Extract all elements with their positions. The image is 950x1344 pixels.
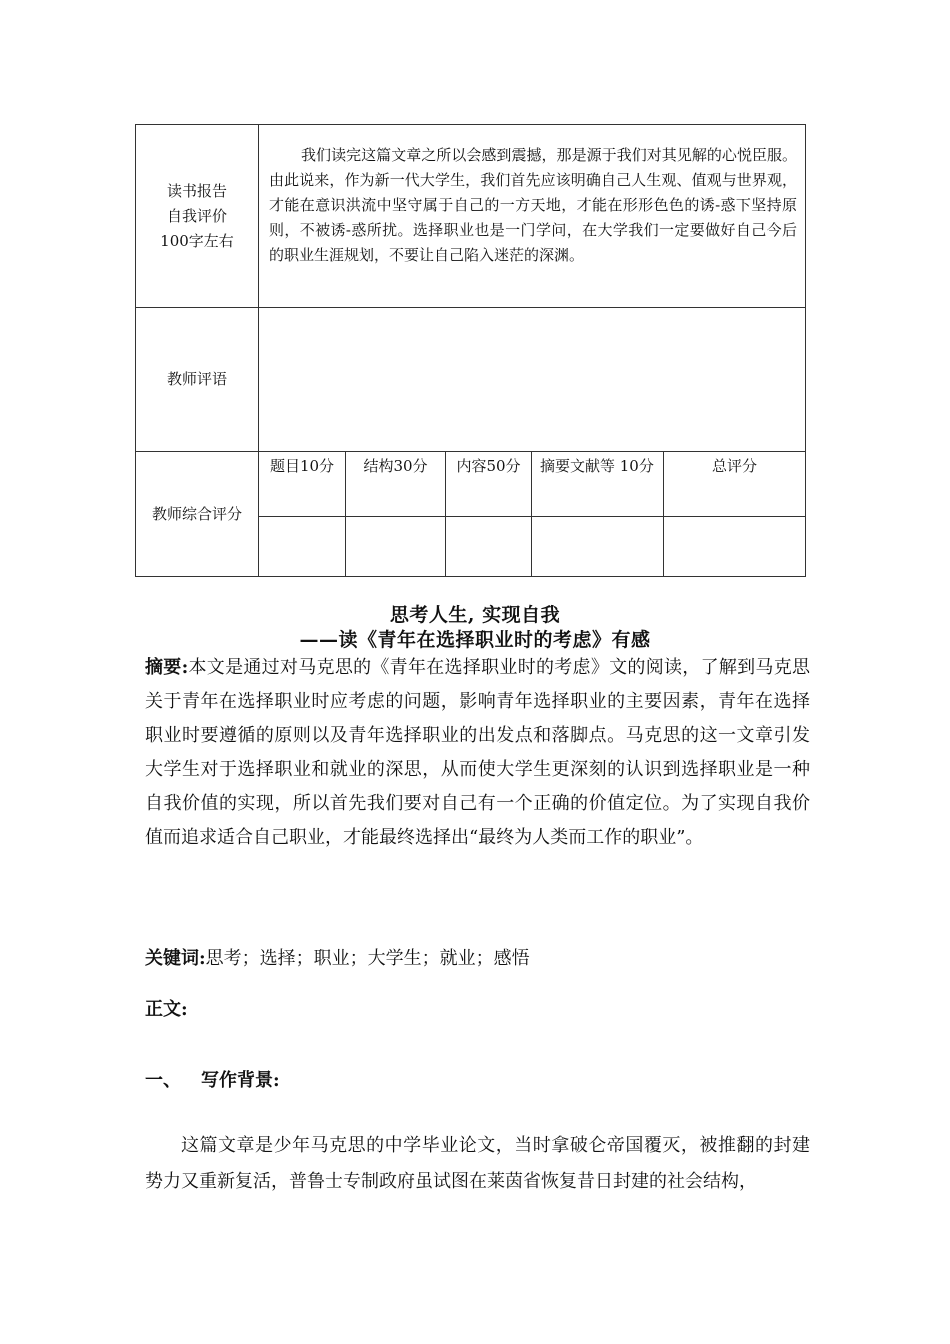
body-paragraph: 这篇文章是少年马克思的中学毕业论文，当时拿破仑帝国覆灭，被推翻的封建势力又重新复活，普鲁士专制政府虽试图在莱茵省恢复昔日封建的社会结构， <box>145 1135 810 1192</box>
article-subtitle: ——读《青年在选择职业时的考虑》有感 <box>299 629 651 651</box>
teacher-comment-row <box>136 308 806 452</box>
teacher-comment-cell <box>259 308 806 452</box>
section-number: 一、 <box>145 1070 181 1091</box>
article-title: 思考人生, 实现自我 <box>389 604 561 626</box>
score-value-abstract <box>532 517 664 577</box>
score-header-total: 总评分 <box>664 452 806 517</box>
abstract-label: 摘要: <box>145 657 189 678</box>
self-eval-text: 我们读完这篇文章之所以会感到震撼，那是源于我们对其见解的心悦臣服。由此说来，作为新一代大学生，我们首先应该明确自己人生观、值观与世界观，才能在意识洪流中坚守属于自己的一方天地，才能在形形色色的诱-惑下坚持原则，不被诱-惑所扰。选择职业也是一门学问，在大学我们一定要做好自己今后的职业生涯规划，不要让自己陷入迷茫的深渊。 <box>259 125 806 308</box>
section-heading <box>145 1064 280 1098</box>
evaluation-table <box>135 124 806 577</box>
score-label: 教师综合评分 <box>136 452 259 577</box>
teacher-comment-label: 教师评语 <box>136 308 259 452</box>
score-header-row <box>136 452 806 517</box>
score-value-title <box>259 517 346 577</box>
score-header-structure: 结构30分 <box>346 452 446 517</box>
keywords-text: 思考；选择；职业；大学生；就业；感悟 <box>205 948 530 969</box>
self-eval-row <box>136 125 806 308</box>
score-header-abstract: 摘要文献等 10分 <box>532 452 664 517</box>
self-eval-label: 读书报告 自我评价 100字左右 <box>136 125 259 308</box>
keywords-line <box>145 942 530 976</box>
abstract-paragraph <box>145 651 810 855</box>
score-header-content: 内容50分 <box>446 452 532 517</box>
score-value-structure <box>346 517 446 577</box>
keywords-label: 关键词: <box>145 948 206 969</box>
score-value-total <box>664 517 806 577</box>
abstract-text: 本文是通过对马克思的《青年在选择职业时的考虑》文的阅读，了解到马克思关于青年在选择职业时应考虑的问题，影响青年选择职业的主要因素，青年在选择职业时要遵循的原则以及青年选择职业的出发点和落脚点。马克思的这一文章引发大学生对于选择职业和就业的深思，从而使大学生更深刻的认识到选择职业是一种自我价值的实现，所以首先我们要对自己有一个正确的价值定位。为了实现自我价值而追求适合自己职业，才能最终选择出“最终为人类而工作的职业”。 <box>145 657 810 848</box>
section-title: 写作背景: <box>201 1070 280 1091</box>
score-header-title: 题目10分 <box>259 452 346 517</box>
score-value-content <box>446 517 532 577</box>
body-label: 正文: <box>145 999 188 1020</box>
